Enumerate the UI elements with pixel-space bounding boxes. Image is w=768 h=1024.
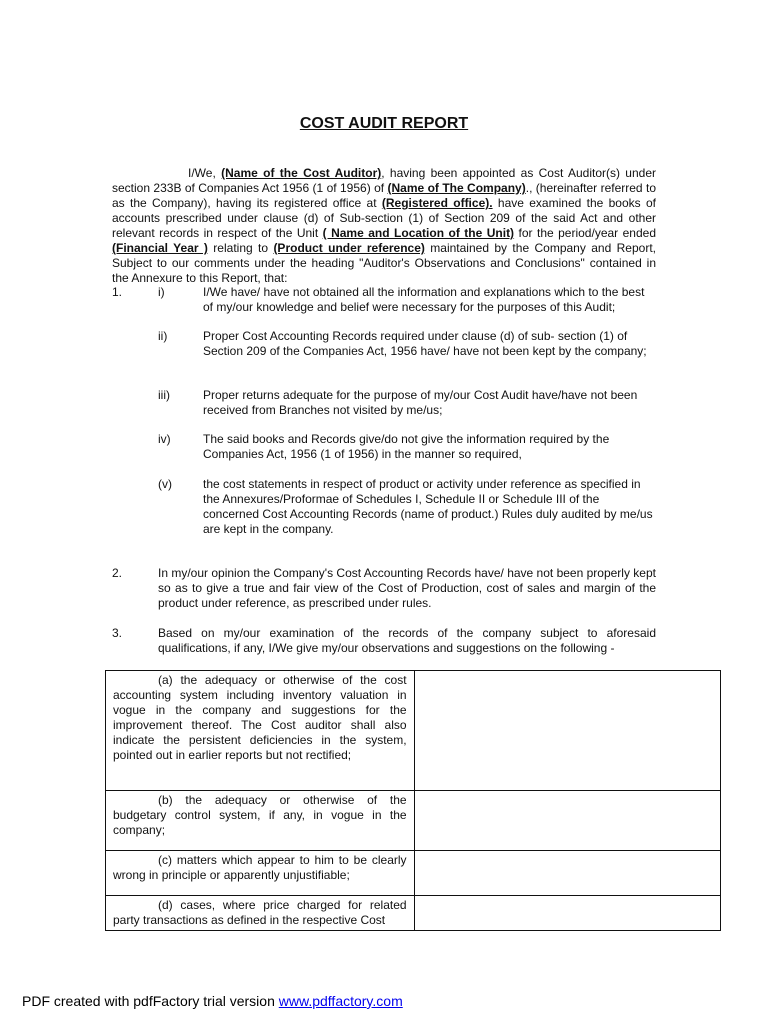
registered-office-placeholder: (Registered office).	[381, 196, 493, 210]
sub-label: i)	[158, 285, 165, 299]
question-rest: budgetary control system, if any, in vogue in the company;	[113, 808, 407, 837]
table-row	[106, 851, 721, 896]
intro-text-6: relating to	[207, 241, 274, 255]
item-2-number: 2.	[112, 566, 123, 580]
unit-placeholder: ( Name and Location of the Unit)	[322, 226, 515, 240]
sub-text: Proper returns adequate for the purpose of my/our Cost Audit have/have not been received from Branches not visited by me/us;	[203, 388, 638, 417]
question-cell	[106, 671, 415, 791]
question-lead: (d) cases, where price charged for related	[158, 898, 407, 912]
sub-label: iii)	[158, 388, 170, 402]
intro-text-4: have examined the books of accounts prescribed under clause (d) of Sub-section (1) of Section 209 of the said Act and other relevant records in respect of the Unit	[112, 196, 656, 240]
sub-label: iv)	[158, 432, 171, 446]
table-row	[106, 671, 721, 791]
intro-text-5: for the period/year ended	[514, 226, 656, 240]
table-row	[106, 896, 721, 931]
product-placeholder: (Product under reference)	[273, 241, 425, 255]
answer-cell[interactable]	[414, 671, 720, 791]
sub-text: The said books and Records give/do not give the information required by the Companies Act, 1956 (1 of 1956) in the manner so required,	[203, 432, 610, 461]
question-cell	[106, 851, 415, 896]
sub-text: the cost statements in respect of product or activity under reference as specified in the Annexures/Proformae of Schedules I, Schedule II or Schedule III of the concerned Cost Accounting Records (name of product.) Rules duly audited by me/us are kept in the company.	[203, 477, 653, 536]
report-title: COST AUDIT REPORT	[299, 115, 469, 132]
item-1-number: 1.	[112, 285, 123, 299]
item-3-number: 3.	[112, 626, 123, 640]
intro-text-2: , having been appointed as Cost Auditor(s) under section 233B of Companies Act 1956 (1 of 1956) of	[112, 166, 656, 195]
question-lead: (a) the adequacy or otherwise of the cost	[158, 673, 407, 687]
question-lead: (b) the adequacy or otherwise of the	[158, 793, 407, 807]
financial-year-placeholder: (Financial Year )	[112, 241, 208, 255]
intro-paragraph	[112, 166, 656, 286]
answer-cell[interactable]	[414, 851, 720, 896]
question-cell	[106, 896, 415, 931]
cost-auditor-name-placeholder: (Name of the Cost Auditor)	[221, 166, 382, 180]
answer-cell[interactable]	[414, 896, 720, 931]
pdf-footer	[22, 994, 403, 1009]
observations-table	[105, 670, 721, 931]
sub-text: Proper Cost Accounting Records required under clause (d) of sub- section (1) of Section 209 of the Companies Act, 1956 have/ have not been kept by the company;	[203, 329, 647, 358]
question-lead: (c) matters which appear to him to be clearly	[158, 853, 407, 867]
intro-text-7: maintained by the Company and Report, Subject to our comments under the heading "Auditor's Observations and Conclusions" contained in the Annexure to this Report, that:	[112, 241, 656, 285]
sub-label: (v)	[158, 477, 172, 491]
question-rest: party transactions as defined in the respective Cost	[113, 913, 386, 927]
intro-text-3: ., (hereinafter referred to as the Company), having its registered office at	[112, 181, 656, 210]
sub-label: ii)	[158, 329, 168, 343]
intro-text-1: I/We,	[188, 166, 222, 180]
question-rest: accounting system including inventory valuation in vogue in the company and suggestions for the improvement thereof. The Cost auditor shall also indicate the persistent deficiencies in the system, pointed out in earlier reports but not rectified;	[113, 688, 407, 762]
footer-text: PDF created with pdfFactory trial version	[22, 993, 279, 1009]
pdffactory-link[interactable]: www.pdffactory.com	[278, 993, 403, 1009]
answer-cell[interactable]	[414, 791, 720, 851]
table-row	[106, 791, 721, 851]
sub-text	[203, 285, 657, 315]
item-2-text: In my/our opinion the Company's Cost Accounting Records have/ have not been properly kept so as to give a true and fair view of the Cost of Production, cost of sales and margin of the product under reference, as prescribed under rules.	[158, 566, 656, 610]
question-rest: wrong in principle or apparently unjustifiable;	[113, 868, 350, 882]
question-cell	[106, 791, 415, 851]
company-name-placeholder: (Name of The Company)	[387, 181, 526, 195]
sub-i-text: I/We have/ have not obtained all the information and explanations which to the best of my/our knowledge and belief were necessary for the purposes of this Audit;	[203, 285, 645, 314]
item-3-text: Based on my/our examination of the records of the company subject to aforesaid qualifications, if any, I/We give my/our observations and suggestions on the following -	[158, 626, 656, 655]
